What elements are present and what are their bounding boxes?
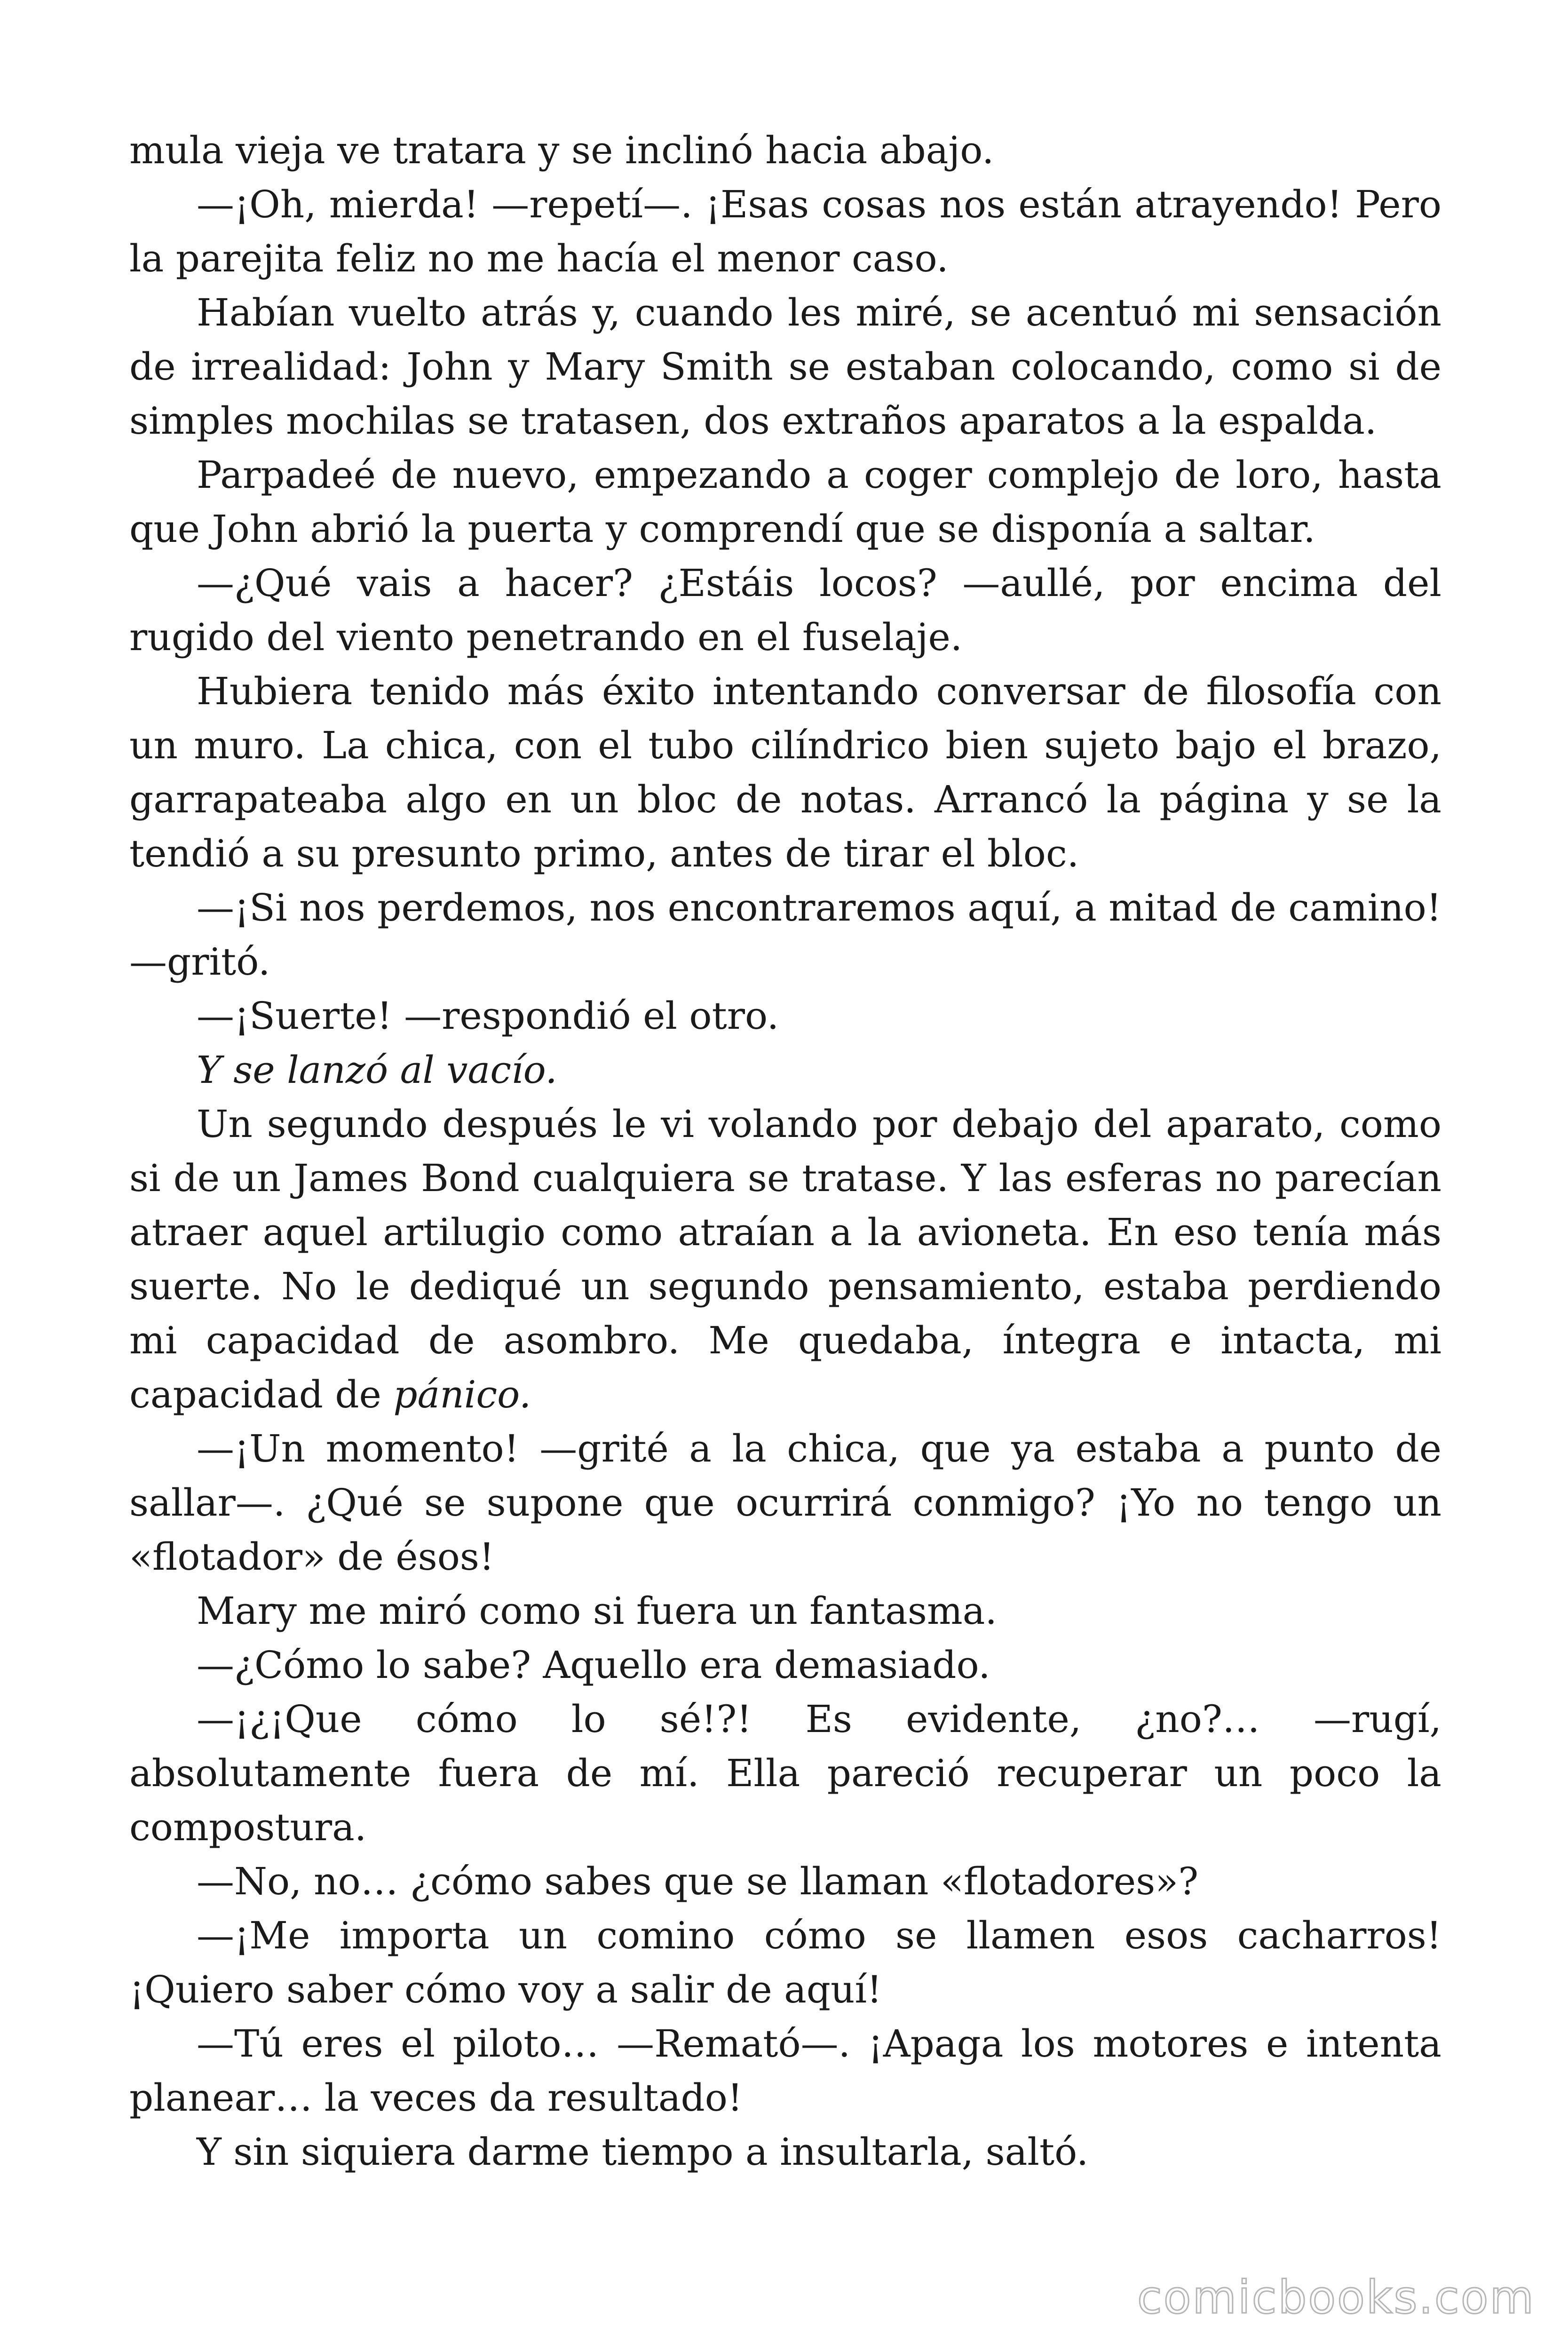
paragraph: Hubiera tenido más éxito intentando conversar de filosofía con un muro. La chica, con el tubo cilíndrico bien sujeto bajo el brazo, garrapateaba algo en un bloc de notas. Arrancó la página y se la tendió a su presunto primo, antes de tirar el bloc. [129, 669, 1441, 875]
paragraph: —¿Qué vais a hacer? ¿Estáis locos? —aullé, por encima del rugido del viento penetrando en el fuselaje. [129, 561, 1441, 659]
watermark: comicbooks.com [1137, 2271, 1535, 2324]
paragraph: —¡¿¡Que cómo lo sé!?! Es evidente, ¿no?… —rugí, absolutamente fuera de mí. Ella pareció recuperar un poco la compostura. [129, 1697, 1441, 1849]
paragraph: —Tú eres el piloto… —Remató—. ¡Apaga los motores e intenta planear… la veces da resultado! [129, 2022, 1441, 2120]
paragraph: Parpadeé de nuevo, empezando a coger complejo de loro, hasta que John abrió la puerta y comprendí que se disponía a saltar. [129, 453, 1441, 551]
paragraph: —¡Oh, mierda! —repetí—. ¡Esas cosas nos están atrayendo! Pero la parejita feliz no me hacía el menor caso. [129, 183, 1441, 280]
paragraph [129, 1097, 1441, 1422]
paragraph: mula vieja ve tratara y se inclinó hacia abajo. [129, 128, 994, 172]
paragraph: Y sin siquiera darme tiempo a insultarla, saltó. [197, 2130, 1089, 2174]
paragraph: —¡Un momento! —grité a la chica, que ya estaba a punto de sallar—. ¿Qué se supone que ocurrirá conmigo? ¡Yo no tengo un «flotador» de ésos! [129, 1427, 1441, 1579]
italic-word: pánico. [393, 1373, 531, 1416]
paragraph-italic: Y se lanzó al vacío. [197, 1048, 557, 1092]
paragraph: —¡Si nos perdemos, nos encontraremos aquí, a mitad de camino! —gritó. [129, 886, 1441, 984]
paragraph: —¡Suerte! —respondió el otro. [197, 994, 779, 1038]
paragraph: —¡Me importa un comino cómo se llamen esos cacharros! ¡Quiero saber cómo voy a salir de aquí! [129, 1914, 1441, 2011]
paragraph: —¿Cómo lo sabe? Aquello era demasiado. [197, 1643, 990, 1687]
paragraph-text: Un segundo después le vi volando por debajo del aparato, como si de un James Bond cualquiera se tratase. Y las esferas no parecían atraer aquel artilugio como atraían a la avioneta. En eso tenía más suerte. No le dediqué un segundo pensamiento, estaba perdiendo mi capacidad de asombro. Me quedaba, íntegra e intacta, mi capacidad de [129, 1102, 1441, 1416]
paragraph: —No, no… ¿cómo sabes que se llaman «flotadores»? [197, 1859, 1199, 1903]
page-body [129, 123, 1441, 2179]
paragraph: Habían vuelto atrás y, cuando les miré, se acentuó mi sensación de irrealidad: John y Mary Smith se estaban colocando, como si de simples mochilas se tratasen, dos extraños aparatos a la espalda. [129, 291, 1441, 443]
paragraph: Mary me miró como si fuera un fantasma. [197, 1589, 997, 1633]
